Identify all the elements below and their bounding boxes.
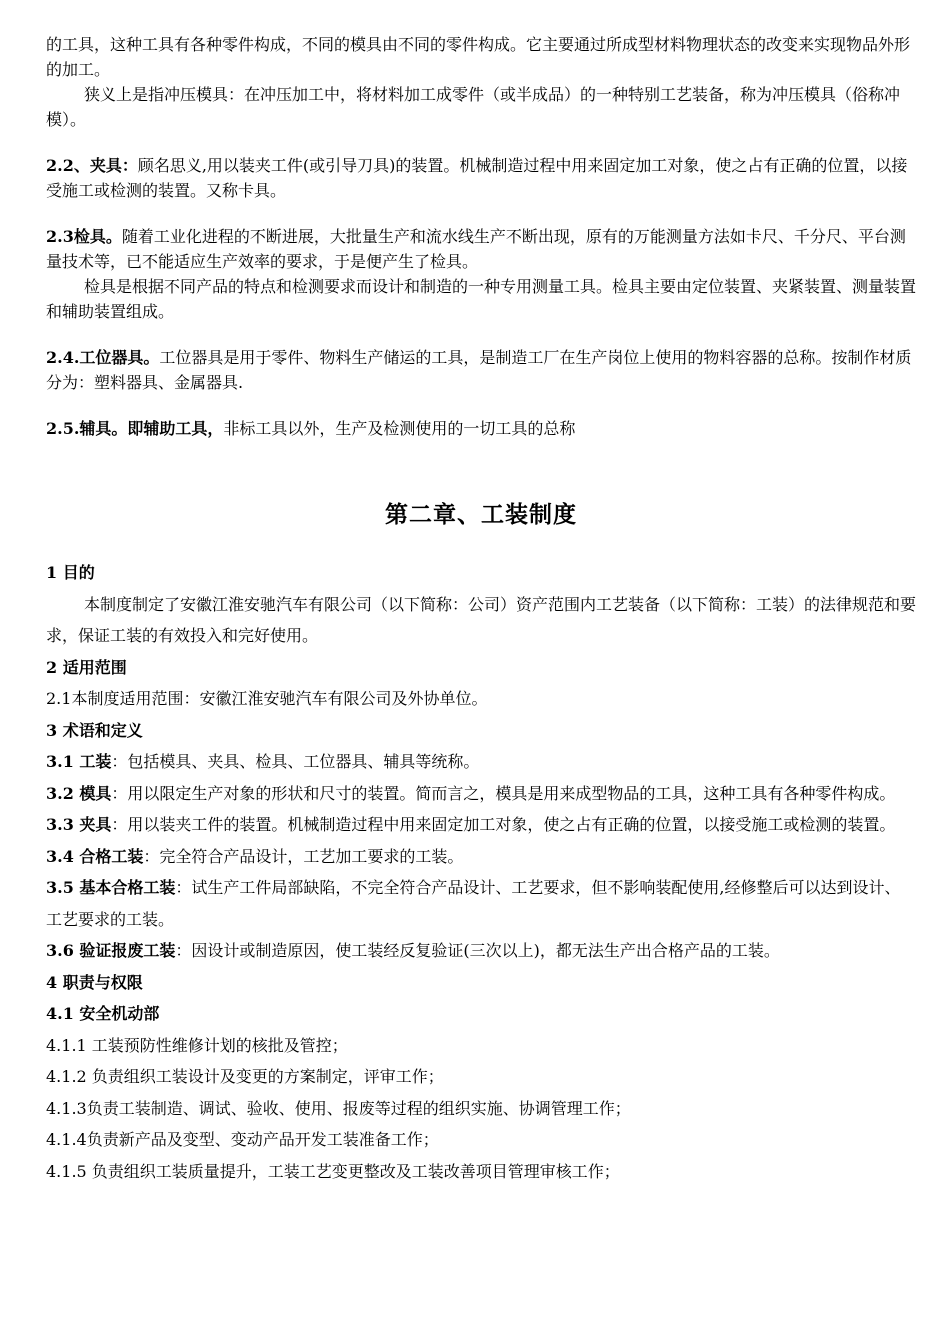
section-fixture xyxy=(46,153,916,203)
section-gauge xyxy=(46,224,916,274)
heading-safety-dept: 4.1 安全机动部 xyxy=(46,1004,160,1023)
term-number: 3.4 xyxy=(46,846,80,866)
section-heading: 2.2、夹具： xyxy=(46,156,138,175)
chapter-body xyxy=(46,557,916,1187)
term-name: 验证报废工装 xyxy=(79,941,176,960)
term-definition: ：包括模具、夹具、检具、工位器具、辅具等统称。 xyxy=(111,752,480,771)
section-heading: 2.3检具。 xyxy=(46,227,122,246)
term-item xyxy=(46,778,916,810)
term-item xyxy=(46,872,916,935)
term-name: 模具 xyxy=(79,783,112,803)
term-definition: ：用以限定生产对象的形状和尺寸的装置。简而言之，模具是用来成型物品的工具，这种工具有各种零件构成。 xyxy=(111,783,896,803)
heading-terms: 3 术语和定义 xyxy=(46,720,143,740)
paragraph-stamping-die: 狭义上是指冲压模具：在冲压加工中，将材料加工成零件（或半成品）的一种特别工艺装备，称为冲压模具（俗称冲模）。 xyxy=(46,85,901,129)
heading-scope: 2 适用范围 xyxy=(46,657,127,677)
term-number: 3.3 xyxy=(46,815,80,834)
term-item xyxy=(46,935,916,967)
heading-responsibilities: 4 职责与权限 xyxy=(46,972,143,992)
term-item xyxy=(46,809,916,841)
term-name: 工装 xyxy=(79,752,112,771)
term-number: 3.2 xyxy=(46,783,80,803)
term-number: 3.6 xyxy=(46,941,80,960)
section-heading: 2.4.工位器具。 xyxy=(46,348,160,367)
list-item: 4.1.3负责工装制造、调试、验收、使用、报废等过程的组织实施、协调管理工作； xyxy=(46,1098,631,1118)
section-station-apparatus xyxy=(46,345,916,395)
list-item: 4.1.1 工装预防性维修计划的核批及管控； xyxy=(46,1035,348,1055)
paragraph-gauge-definition: 检具是根据不同产品的特点和检测要求而设计和制造的一种专用测量工具。检具主要由定位装置、夹紧装置、测量装置和辅助装置组成。 xyxy=(46,277,917,321)
paragraph-scope: 2.1本制度适用范围：安徽江淮安驰汽车有限公司及外协单位。 xyxy=(46,689,488,708)
list-item: 4.1.5 负责组织工装质量提升，工装工艺变更整改及工装改善项目管理审核工作； xyxy=(46,1161,620,1181)
section-text: 非标工具以外，生产及检测使用的一切工具的总称 xyxy=(223,419,576,438)
term-name: 夹具 xyxy=(79,815,112,834)
section-heading: 2.5.辅具。即辅助工具， xyxy=(46,419,224,438)
term-number: 3.1 xyxy=(46,752,80,771)
term-name: 合格工装 xyxy=(79,846,144,866)
section-text: 工位器具是用于零件、物料生产储运的工具，是制造工厂在生产岗位上使用的物料容器的总称。按制作材质分为：塑料器具、金属器具. xyxy=(46,348,912,392)
term-definition: ：试生产工件局部缺陷，不完全符合产品设计、工艺要求，但不影响装配使用,经修整后可以达到设计、工艺要求的工装。 xyxy=(46,878,901,929)
term-item xyxy=(46,841,916,873)
term-name: 基本合格工装 xyxy=(79,878,176,897)
term-definition: ：完全符合产品设计，工艺加工要求的工装。 xyxy=(143,846,464,866)
section-text: 随着工业化进程的不断进展，大批量生产和流水线生产不断出现，原有的万能测量方法如卡尺、千分尺、平台测量技术等，已不能适应生产效率的要求，于是便产生了检具。 xyxy=(46,227,906,271)
term-definition: ：因设计或制造原因，使工装经反复验证(三次以上)，都无法生产出合格产品的工装。 xyxy=(175,941,780,960)
paragraph-purpose: 本制度制定了安徽江淮安驰汽车有限公司（以下简称：公司）资产范围内工艺装备（以下简称：工装）的法律规范和要求，保证工装的有效投入和完好使用。 xyxy=(46,594,917,645)
term-item xyxy=(46,746,916,778)
heading-purpose: 1 目的 xyxy=(46,563,95,582)
list-item: 4.1.2 负责组织工装设计及变更的方案制定，评审工作； xyxy=(46,1067,444,1086)
term-definition: ：用以装夹工件的装置。机械制造过程中用来固定加工对象，使之占有正确的位置，以接受施工或检测的装置。 xyxy=(111,815,896,834)
section-text: 顾名思义,用以装夹工件(或引导刀具)的装置。机械制造过程中用来固定加工对象，使之占有正确的位置，以接受施工或检测的装置。又称卡具。 xyxy=(46,156,908,200)
chapter-title: 第二章、工装制度 xyxy=(385,501,577,528)
paragraph-mold-cont: 的工具，这种工具有各种零件构成，不同的模具由不同的零件构成。它主要通过所成型材料物理状态的改变来实现物品外形的加工。 xyxy=(46,35,911,79)
list-item: 4.1.4负责新产品及变型、变动产品开发工装准备工作； xyxy=(46,1130,439,1149)
section-auxiliary-tools xyxy=(46,416,916,441)
term-number: 3.5 xyxy=(46,878,80,897)
document-page xyxy=(46,32,916,1187)
